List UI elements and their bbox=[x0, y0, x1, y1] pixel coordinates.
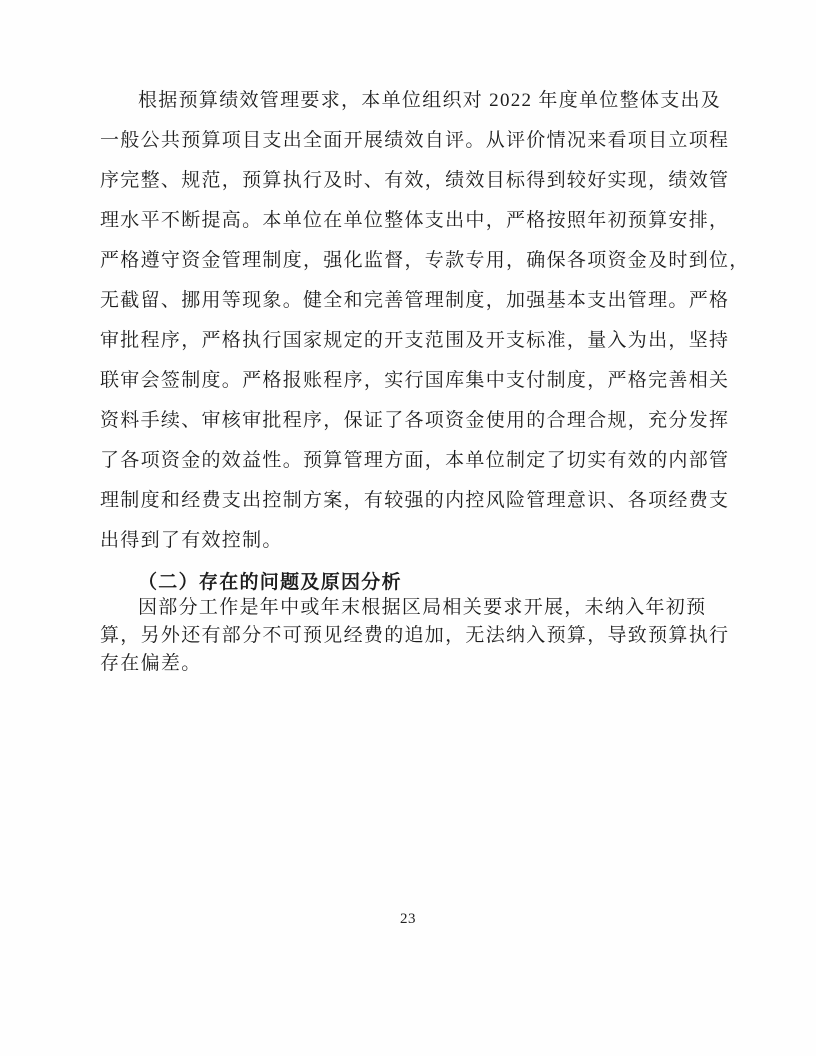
page-number: 23 bbox=[400, 911, 416, 927]
text-line: 存在偏差。 bbox=[100, 653, 202, 674]
paragraph-performance-self-evaluation bbox=[100, 81, 750, 561]
paragraph-problems-analysis bbox=[100, 594, 745, 678]
text-line: 因部分工作是年中或年末根据区局相关要求开展，未纳入年初预 bbox=[138, 597, 707, 618]
text-line: 理制度和经费支出控制方案，有较强的内控风险管理意识、各项经费支 bbox=[100, 490, 730, 511]
text-line: 无截留、挪用等现象。健全和完善管理制度，加强基本支出管理。严格 bbox=[100, 290, 730, 311]
text-line: 根据预算绩效管理要求，本单位组织对 2022 年度单位整体支出及 bbox=[138, 90, 722, 111]
text-line: 一般公共预算项目支出全面开展绩效自评。从评价情况来看项目立项程 bbox=[100, 130, 730, 151]
text-line: 理水平不断提高。本单位在单位整体支出中，严格按照年初预算安排， bbox=[100, 210, 730, 231]
text-line: 了各项资金的效益性。预算管理方面，本单位制定了切实有效的内部管 bbox=[100, 450, 730, 471]
text-line: 出得到了有效控制。 bbox=[100, 530, 283, 551]
text-line: 序完整、规范，预算执行及时、有效，绩效目标得到较好实现，绩效管 bbox=[100, 170, 730, 191]
text-line: 审批程序，严格执行国家规定的开支范围及开支标准，量入为出，坚持 bbox=[100, 330, 730, 351]
text-line: 联审会签制度。严格报账程序，实行国库集中支付制度，严格完善相关 bbox=[100, 370, 730, 391]
text-line: 严格遵守资金管理制度，强化监督，专款专用，确保各项资金及时到位， bbox=[100, 250, 750, 271]
text-line: 资料手续、审核审批程序，保证了各项资金使用的合理合规，充分发挥 bbox=[100, 410, 730, 431]
section-heading-problems-and-cause-analysis: （二）存在的问题及原因分析 bbox=[138, 572, 402, 593]
text-line: 算，另外还有部分不可预见经费的追加，无法纳入预算，导致预算执行 bbox=[100, 625, 730, 646]
